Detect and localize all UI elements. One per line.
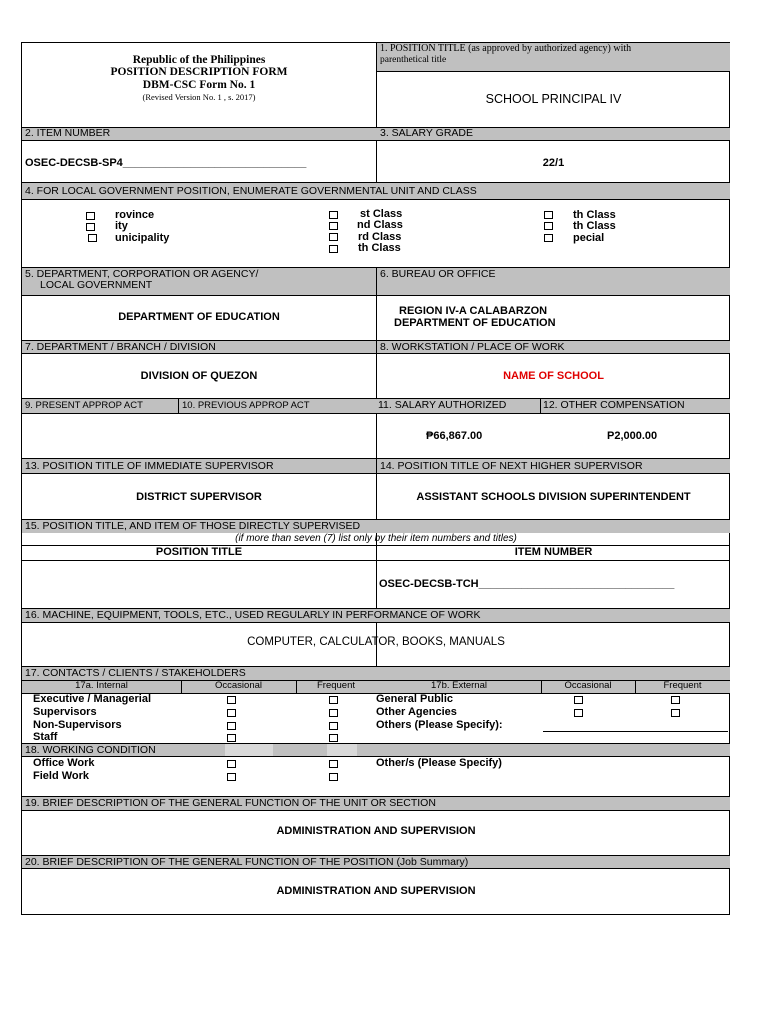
s12-label: 12. OTHER COMPENSATION: [543, 399, 685, 411]
salary-grade-value[interactable]: 22/1: [542, 157, 565, 169]
position-title-value[interactable]: SCHOOL PRINCIPAL IV: [485, 92, 622, 106]
s6-label: 6. BUREAU OR OFFICE: [377, 268, 730, 295]
nonsupervisors-frequent-checkbox[interactable]: [329, 722, 338, 730]
internal-header: 17a. Internal: [75, 680, 128, 691]
4th-class-label: th Class: [358, 242, 401, 254]
5th-class-checkbox[interactable]: [544, 211, 553, 219]
s1-label-2: parenthetical title: [380, 55, 447, 65]
s1-label: 1. POSITION TITLE (as approved by authorized agency) with: [380, 43, 632, 54]
s1-header: [377, 43, 730, 71]
supervised-item-number-value[interactable]: OSEC-DECSB-TCH________________________________: [379, 578, 675, 590]
field-work-label: Field Work: [33, 770, 90, 782]
1st-class-label: st Class: [360, 208, 403, 220]
municipality-label: unicipality: [115, 232, 170, 244]
special-checkbox[interactable]: [544, 234, 553, 242]
s7-label: 7. DEPARTMENT / BRANCH / DIVISION: [22, 341, 376, 353]
nonsupervisors-occasional-checkbox[interactable]: [227, 722, 236, 730]
special-label: pecial: [573, 232, 605, 244]
department-value[interactable]: DEPARTMENT OF EDUCATION: [118, 311, 280, 323]
external-others-label: Others (Please Specify):: [376, 719, 503, 731]
s2-label: 2. ITEM NUMBER: [25, 127, 111, 139]
3rd-class-label: rd Class: [358, 231, 402, 243]
next-higher-supervisor-value[interactable]: ASSISTANT SCHOOLS DIVISION SUPERINTENDENT: [416, 491, 691, 503]
s5-label-2: LOCAL GOVERNMENT: [40, 279, 153, 291]
s15-note: (if more than seven (7) list only by their item numbers and titles): [235, 533, 517, 544]
city-checkbox[interactable]: [86, 223, 95, 231]
salary-authorized-value[interactable]: ₱66,867.00: [426, 430, 483, 442]
internal-occasional-header: Occasional: [215, 680, 262, 691]
executive-occasional-checkbox[interactable]: [227, 696, 236, 704]
s18-label: 18. WORKING CONDITION: [22, 744, 730, 756]
item-number-value[interactable]: OSEC-DECSB-SP4______________________________: [25, 157, 307, 169]
s2-s3-header-bar: [22, 128, 730, 140]
s10-label: 10. PREVIOUS APPROP ACT: [182, 400, 310, 411]
other-agencies-frequent-checkbox[interactable]: [671, 709, 680, 717]
executive-frequent-checkbox[interactable]: [329, 696, 338, 704]
s11-label: 11. SALARY AUTHORIZED: [378, 399, 507, 411]
bureau-value-1[interactable]: REGION IV-A CALABARZON: [399, 305, 548, 317]
6th-class-label: th Class: [573, 220, 616, 232]
4th-class-checkbox[interactable]: [329, 245, 338, 253]
form-revision: (Revised Version No. 1 , s. 2017): [142, 92, 256, 102]
others-specify-line[interactable]: [543, 731, 728, 732]
supervisors-frequent-checkbox[interactable]: [329, 709, 338, 717]
item-number-column-header: ITEM NUMBER: [514, 546, 593, 558]
field-work-frequent-checkbox[interactable]: [329, 773, 338, 781]
staff-frequent-checkbox[interactable]: [329, 734, 338, 742]
5th-class-label: th Class: [573, 209, 616, 221]
s5-label: 5. DEPARTMENT, CORPORATION OR AGENCY/: [25, 268, 259, 280]
s19-label: 19. BRIEF DESCRIPTION OF THE GENERAL FUNCTION OF THE UNIT OR SECTION: [22, 797, 730, 810]
position-description-form: [21, 42, 730, 915]
form-number: DBM-CSC Form No. 1: [142, 79, 256, 91]
s15-label: 15. POSITION TITLE, AND ITEM OF THOSE DIRECTLY SUPERVISED: [22, 520, 730, 533]
office-work-label: Office Work: [33, 757, 95, 769]
office-work-frequent-checkbox[interactable]: [329, 760, 338, 768]
general-public-frequent-checkbox[interactable]: [671, 696, 680, 704]
s18-shade-1: [225, 744, 273, 756]
division-value[interactable]: DIVISION OF QUEZON: [140, 370, 258, 382]
1st-class-checkbox[interactable]: [329, 211, 338, 219]
s14-label: 14. POSITION TITLE OF NEXT HIGHER SUPERVISOR: [377, 459, 730, 473]
immediate-supervisor-value[interactable]: DISTRICT SUPERVISOR: [136, 491, 262, 503]
other-agencies-occasional-checkbox[interactable]: [574, 709, 583, 717]
general-public-occasional-checkbox[interactable]: [574, 696, 583, 704]
internal-staff-label: Staff: [33, 731, 58, 743]
working-condition-others-label: Other/s (Please Specify): [376, 757, 502, 769]
province-label: rovince: [115, 209, 155, 221]
3rd-class-checkbox[interactable]: [329, 233, 338, 241]
s18-shade-2: [327, 744, 357, 756]
internal-executive-label: Executive / Managerial: [33, 693, 151, 705]
province-checkbox[interactable]: [86, 212, 95, 220]
office-work-occasional-checkbox[interactable]: [227, 760, 236, 768]
position-function-value[interactable]: ADMINISTRATION AND SUPERVISION: [276, 885, 476, 897]
s3-label: 3. SALARY GRADE: [380, 127, 473, 139]
workstation-value[interactable]: NAME OF SCHOOL: [503, 370, 604, 382]
external-header: 17b. External: [431, 680, 487, 691]
external-other-agencies-label: Other Agencies: [376, 706, 457, 718]
other-compensation-value[interactable]: P2,000.00: [607, 430, 658, 442]
supervisors-occasional-checkbox[interactable]: [227, 709, 236, 717]
s4-label: 4. FOR LOCAL GOVERNMENT POSITION, ENUMERATE GOVERNMENTAL UNIT AND CLASS: [22, 183, 730, 199]
2nd-class-label: nd Class: [357, 219, 403, 231]
s13-label: 13. POSITION TITLE OF IMMEDIATE SUPERVISOR: [22, 459, 376, 473]
staff-occasional-checkbox[interactable]: [227, 734, 236, 742]
external-frequent-header: Frequent: [663, 680, 702, 691]
bureau-value-2[interactable]: DEPARTMENT OF EDUCATION: [394, 317, 556, 329]
internal-nonsupervisors-label: Non-Supervisors: [33, 719, 122, 731]
city-label: ity: [115, 220, 128, 232]
2nd-class-checkbox[interactable]: [329, 222, 338, 230]
6th-class-checkbox[interactable]: [544, 222, 553, 230]
field-work-occasional-checkbox[interactable]: [227, 773, 236, 781]
form-title: POSITION DESCRIPTION FORM: [110, 66, 288, 78]
equipment-value[interactable]: COMPUTER, CALCULATOR, BOOKS, MANUALS: [247, 636, 505, 648]
s5-header: [22, 268, 376, 295]
s16-label: 16. MACHINE, EQUIPMENT, TOOLS, ETC., USED REGULARLY IN PERFORMANCE OF WORK: [22, 609, 730, 622]
republic-heading: Republic of the Philippines: [132, 54, 266, 66]
external-general-public-label: General Public: [376, 693, 454, 705]
s9-label: 9. PRESENT APPROP ACT: [25, 400, 143, 411]
internal-frequent-header: Frequent: [316, 680, 356, 691]
internal-supervisors-label: Supervisors: [33, 706, 97, 718]
unit-function-value[interactable]: ADMINISTRATION AND SUPERVISION: [276, 825, 476, 837]
municipality-checkbox[interactable]: [88, 234, 97, 242]
s17-label: 17. CONTACTS / CLIENTS / STAKEHOLDERS: [22, 667, 730, 680]
s20-label: 20. BRIEF DESCRIPTION OF THE GENERAL FUNCTION OF THE POSITION (Job Summary): [22, 856, 730, 868]
s8-label: 8. WORKSTATION / PLACE OF WORK: [377, 341, 730, 353]
position-title-column-header: POSITION TITLE: [155, 546, 243, 558]
external-occasional-header: Occasional: [564, 680, 612, 691]
